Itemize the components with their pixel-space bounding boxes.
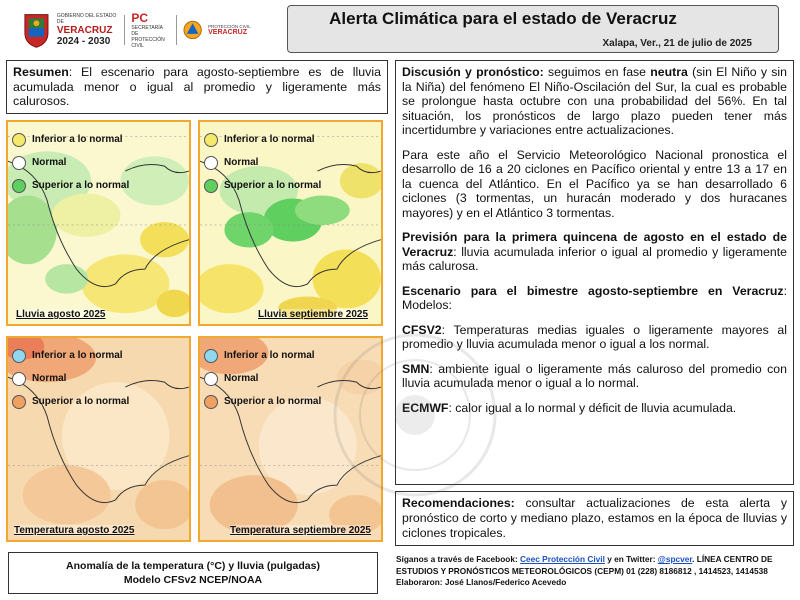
legend-item-superior: Superior a lo normal xyxy=(200,174,321,197)
legend-item-normal: Normal xyxy=(200,367,321,390)
temp-legend-august xyxy=(8,344,129,413)
date-line: Xalapa, Ver., 21 de julio de 2025 xyxy=(602,38,752,49)
orange-dot-icon xyxy=(12,395,26,409)
white-dot-icon xyxy=(204,372,218,386)
twitter-link[interactable]: @spcver xyxy=(657,554,693,564)
map-label-temp-august: Temperatura agosto 2025 xyxy=(14,525,135,536)
gov-text xyxy=(57,13,119,47)
green-dot-icon xyxy=(204,179,218,193)
recommendations-label: Recomendaciones: xyxy=(402,496,515,510)
pc-abbr: PC xyxy=(131,10,149,25)
legend-item-normal: Normal xyxy=(8,367,129,390)
recommendations-text: consultar actualizaciones de esta alerta y pronóstico de corto y mediano plazo, estamos en la época de lluvias y ciclones tropicales. xyxy=(402,496,787,540)
title-box xyxy=(287,5,779,53)
yellow-dot-icon xyxy=(204,133,218,147)
map-label-rain-august: Lluvia agosto 2025 xyxy=(16,309,106,320)
summary-text: : El escenario para agosto-septiembre es de lluvia acumulada menor o igual al promedio y ligeramente más calurosos. xyxy=(13,65,381,108)
credits: Síganos a través de Facebook: Ceec Protección Civil y en Twitter: @spcver. LÍNEA CENTRO DE ESTUDIOS Y PRONÓSTICOS METEOROLÓGICOS (CEPM) 01 (228) 8186812 , 1414523, 1414538 Elaboraron: José Llanos/Federico Acevedo xyxy=(396,554,773,587)
discussion-paragraph: Discusión y pronóstico: seguimos en fase neutra (sin El Niño y sin la Niña) del fenómeno El Niño-Oscilación del Sur, la cual es probable se prolongue hasta octubre con una probabilidad del 56%. En tal situación, los pronósticos de largo plazo pueden tener más incertidumbre y variaciones entre actualizaciones. xyxy=(402,65,787,137)
white-dot-icon xyxy=(204,156,218,170)
veracruz-shield-logo xyxy=(22,11,51,49)
legend-item-inferior: Inferior a lo normal xyxy=(8,344,129,367)
recommendations-box xyxy=(395,491,794,546)
cfsv2-paragraph: CFSV2: Temperaturas medias iguales o ligeramente mayores al promedio y lluvia acumulada menor o igual a los normal. xyxy=(402,322,787,351)
pc2-text xyxy=(208,24,262,36)
state-name: VERACRUZ xyxy=(56,25,113,36)
legend-item-superior: Superior a lo normal xyxy=(200,390,321,413)
map-rain-august xyxy=(6,120,191,326)
map-rain-september xyxy=(198,120,383,326)
gov-years: 2024 - 2030 xyxy=(56,36,111,47)
white-dot-icon xyxy=(12,372,26,386)
pc-logo xyxy=(131,12,169,49)
legend-item-inferior: Inferior a lo normal xyxy=(200,128,321,151)
summary-box xyxy=(6,60,388,114)
ecmwf-paragraph: ECMWF: calor igual a lo normal y déficit de lluvia acumulada. xyxy=(402,400,737,415)
legend-item-inferior: Inferior a lo normal xyxy=(200,344,321,367)
legend-item-superior: Superior a lo normal xyxy=(8,174,129,197)
rain-legend-september xyxy=(200,128,321,197)
white-dot-icon xyxy=(12,156,26,170)
map-label-temp-september: Temperatura septiembre 2025 xyxy=(230,525,371,536)
page-title: Alerta Climática para el estado de Veracruz xyxy=(329,9,677,28)
green-dot-icon xyxy=(12,179,26,193)
yellow-dot-icon xyxy=(12,133,26,147)
summary-label: Resumen xyxy=(13,65,69,79)
scenario-paragraph: Escenario para el bimestre agosto-septiembre en Veracruz: Modelos: xyxy=(402,283,787,312)
discussion-box xyxy=(395,60,794,485)
legend-item-superior: Superior a lo normal xyxy=(8,390,129,413)
map-caption-box xyxy=(8,552,378,594)
temp-legend-september xyxy=(200,344,321,413)
map-temp-august xyxy=(6,336,191,542)
orange-dot-icon xyxy=(204,395,218,409)
blue-dot-icon xyxy=(204,349,218,363)
pc2-state: VERACRUZ xyxy=(208,29,248,36)
pc-line: SECRETARÍA DE PROTECCIÓN CIVIL xyxy=(131,24,165,49)
caption-line-2: Modelo CFSv2 NCEP/NOAA xyxy=(123,574,263,586)
facebook-link[interactable]: Ceec Protección Civil xyxy=(520,554,605,564)
forecast-paragraph: Previsión para la primera quincena de agosto en el estado de Veracruz: lluvia acumulada inferior o igual al promedio y ligeramente más calurosa. xyxy=(402,230,787,273)
rain-legend-august xyxy=(8,128,129,197)
civil-protection-emblem xyxy=(183,20,202,40)
smn-paragraph: SMN: ambiente igual o ligeramente más caluroso del promedio con lluvia acumulada menor o igual a lo normal. xyxy=(402,361,787,390)
logo-divider xyxy=(124,15,125,45)
logo-divider-2 xyxy=(176,15,177,45)
legend-item-inferior: Inferior a lo normal xyxy=(8,128,129,151)
gov-line: GOBIERNO DEL ESTADO DE xyxy=(56,13,117,25)
header-logos xyxy=(22,8,262,52)
pc2-line: PROTECCIÓN CIVIL xyxy=(208,24,251,29)
legend-item-normal: Normal xyxy=(8,151,129,174)
cyclones-paragraph: Para este año el Servicio Meteorológico Nacional pronostica el desarrollo de 16 a 20 ciclones en Pacífico oriental y entre 13 a 17 en la cuenca del Atlántico. En el Pacífico ya se han desarrollado 6 ciclones (3 tormentas, un huracán moderado y dos huracanes mayores) y en el Atlántico 3 tormentas. xyxy=(402,147,787,220)
map-label-rain-september: Lluvia septiembre 2025 xyxy=(258,309,369,320)
map-temp-september xyxy=(198,336,383,542)
blue-dot-icon xyxy=(12,349,26,363)
caption-line-1: Anomalía de la temperatura (°C) y lluvia (pulgadas) xyxy=(66,560,320,572)
legend-item-normal: Normal xyxy=(200,151,321,174)
